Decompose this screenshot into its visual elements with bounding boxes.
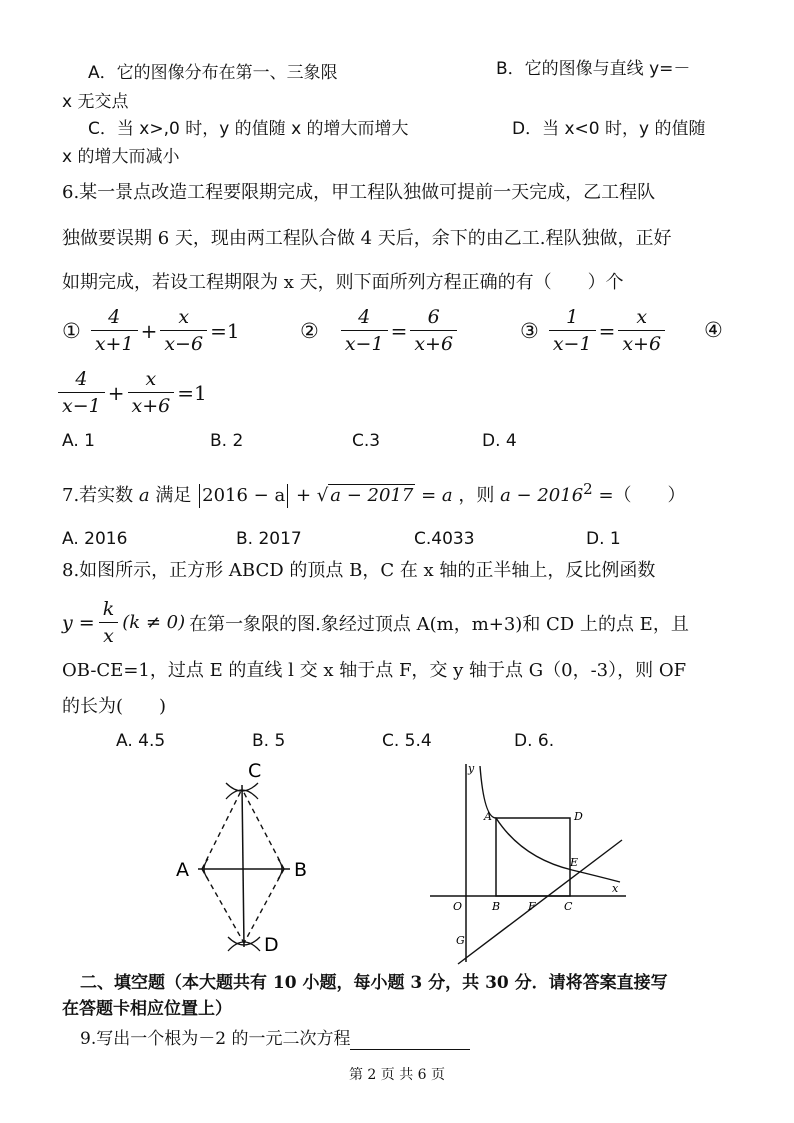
q6-line-2: 独做要误期 6 天，现由两工程队合做 4 天后，余下的由乙工.程队独做，正好 <box>62 228 672 249</box>
q7-option-d: D. 1 <box>586 529 621 549</box>
eq2-eq: = <box>390 318 408 343</box>
q7-option-c: C.4033 <box>414 529 475 549</box>
q8-line-1: 8.如图所示，正方形 ABCD 的顶点 B，C 在 x 轴的正半轴上，反比例函数 <box>62 560 656 581</box>
q7-eq: = a <box>421 485 453 506</box>
eq4-den2: x+6 <box>131 395 171 417</box>
eq1-num1: 4 <box>91 306 138 331</box>
fig-label-y: y <box>468 762 475 775</box>
eq3-marker: ③ <box>520 318 539 343</box>
q5-option-c: C．当 x>,0 时，y 的值随 x 的增大而增大 <box>88 119 409 139</box>
fig-square <box>496 818 570 896</box>
q5-option-a: A．它的图像分布在第一、三象限 <box>88 63 338 83</box>
eq4-op: + <box>107 380 125 405</box>
eq1-marker: ① <box>62 318 81 343</box>
q7-then: ，则 <box>458 485 495 506</box>
coordinate-figure <box>422 758 632 968</box>
eq2-den1: x−1 <box>344 333 384 355</box>
fig-label-x: x <box>612 882 619 895</box>
q7-var-a: a <box>138 485 150 506</box>
fig-label-g: G <box>456 934 465 947</box>
q5-option-d: D．当 x<0 时，y 的值随 <box>512 119 706 139</box>
eq3-num1: 1 <box>549 306 596 331</box>
q7-abs-expr: 2016 − a <box>202 485 286 506</box>
q7-expr: a − 2016 <box>500 485 584 506</box>
q6-equation-2 <box>300 306 457 355</box>
fig-label-d: D <box>264 934 279 956</box>
eq2-num2: 6 <box>410 306 457 331</box>
fig-label-o: O <box>453 900 463 913</box>
eq4-num1: 4 <box>58 368 105 393</box>
q6-option-d: D. 4 <box>482 431 517 451</box>
fig-vertical-line <box>242 785 244 947</box>
fig-label-a: A <box>484 810 492 823</box>
q6-option-b: B. 2 <box>210 431 244 451</box>
fig-label-c: C <box>248 760 262 782</box>
q5-option-b-cont: x 无交点 <box>62 92 129 112</box>
q9-answer-blank[interactable] <box>350 1031 470 1050</box>
q8-line-2-rest: 在第一象限的图.象经过顶点 A(m，m+3)和 CD 上的点 E，且 <box>189 613 689 635</box>
q8-option-a: A. 4.5 <box>116 731 166 751</box>
eq4-marker: ④ <box>704 318 723 342</box>
q8-option-d: D. 6. <box>514 731 555 751</box>
q8-line-4: 的长为( ) <box>62 696 167 717</box>
eq3-num2: x <box>618 306 665 331</box>
eq4-rhs: =1 <box>177 380 207 405</box>
q9-line <box>80 1028 470 1050</box>
q6-option-c: C.3 <box>352 431 381 451</box>
q8-func-x: x <box>103 625 114 647</box>
q8-func-y: y = <box>62 611 95 634</box>
q6-equation-1 <box>62 306 243 355</box>
fig-dashed-ad <box>202 869 244 943</box>
construction-figure <box>160 755 330 965</box>
fig-label-d: D <box>574 810 583 823</box>
eq3-den2: x+6 <box>622 333 662 355</box>
q7-plus: + <box>295 485 312 506</box>
q7-prefix: 7.若实数 <box>62 485 134 506</box>
fig-dashed-bd <box>244 869 284 943</box>
fig-label-b: B <box>492 900 501 913</box>
q8-line-3: OB-CE=1，过点 E 的直线 l 交 x 轴于点 F，交 y 轴于点 G（0，-3），则 OF <box>62 660 687 681</box>
section-2-line-2: 在答题卡相应位置上） <box>62 999 232 1019</box>
q7-sqrt-expr: a − 2017 <box>330 485 414 506</box>
eq2-marker: ② <box>300 318 319 343</box>
fig-label-f: F <box>528 900 536 913</box>
fig-label-c: C <box>564 900 573 913</box>
eq1-num2: x <box>160 306 207 331</box>
fig-label-b: B <box>294 859 308 881</box>
eq1-den2: x−6 <box>164 333 204 355</box>
q8-option-b: B. 5 <box>252 731 286 751</box>
eq3-eq: = <box>598 318 616 343</box>
q8-line-2 <box>62 598 689 647</box>
eq4-den1: x−1 <box>62 395 101 417</box>
fig-dashed-ac <box>202 789 242 869</box>
q8-func-cond: (k ≠ 0) <box>122 612 186 633</box>
section-2-line-1: 二、填空题（本大题共有 10 小题，每小题 3 分，共 30 分．请将答案直接写 <box>80 973 668 993</box>
q7-mid: 满足 <box>155 485 192 506</box>
q7-line: 7.若实数 a 满足 2016 − a + √ a − 2017 = a ，则 $a - 2016^2$ =（ ） <box>62 480 686 506</box>
q6-line-3: 如期完成，若设工程期限为 x 天，则下面所列方程正确的有（ ）个 <box>62 272 624 293</box>
fig-dashed-bc <box>242 789 284 869</box>
q5-option-b: B．它的图像与直线 y=－ <box>496 59 691 79</box>
eq3-den1: x−1 <box>552 333 592 355</box>
q5-option-d-cont: x 的增大而减小 <box>62 147 180 167</box>
q6-equation-3 <box>520 306 665 355</box>
eq1-rhs: =1 <box>210 318 240 343</box>
q9-text: 9.写出一个根为－2 的一元二次方程 <box>80 1029 351 1049</box>
fig-label-a: A <box>176 859 189 881</box>
fig-hyperbola <box>480 766 620 882</box>
q6-option-a: A. 1 <box>62 431 95 451</box>
eq2-num1: 4 <box>341 306 388 331</box>
q6-equation-4 <box>58 368 210 417</box>
eq1-op: + <box>140 318 158 343</box>
eq2-den2: x+6 <box>414 333 454 355</box>
q7-option-a: A. 2016 <box>62 529 128 549</box>
q6-line-1: 6.某一景点改造工程要限期完成，甲工程队独做可提前一天完成，乙工程队 <box>62 182 656 203</box>
q7-option-b: B. 2017 <box>236 529 302 549</box>
fig-label-e: E <box>570 856 579 869</box>
page-footer: 第 2 页 共 6 页 <box>348 1067 446 1083</box>
q8-option-c: C. 5.4 <box>382 731 432 751</box>
eq4-num2: x <box>128 368 175 393</box>
eq1-den1: x+1 <box>94 333 134 355</box>
q8-func-k: k <box>99 598 119 623</box>
q7-sup: 2 <box>583 480 593 498</box>
q7-tail: =（ ） <box>598 485 686 506</box>
